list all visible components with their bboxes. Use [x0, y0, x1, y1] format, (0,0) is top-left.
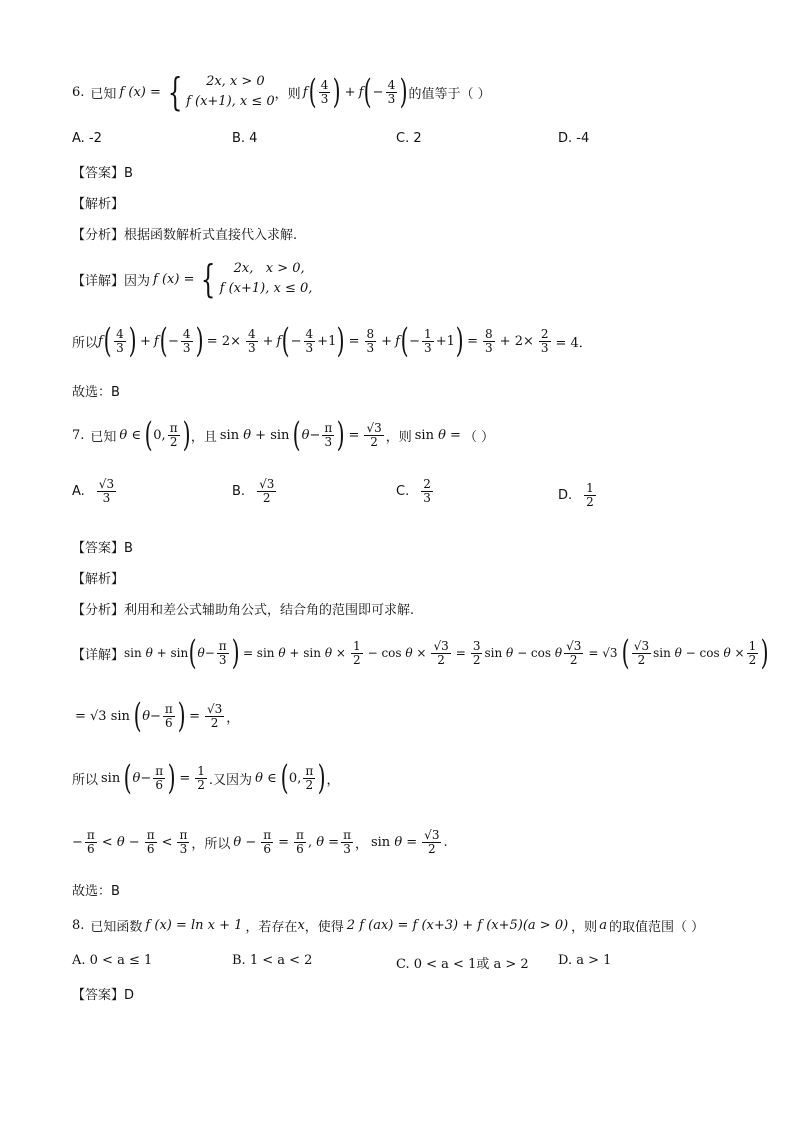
q6-stem-suffix: 的值等于（ ）: [408, 86, 491, 102]
q7-choice: 故选：B: [72, 884, 120, 899]
q8-option-a[interactable]: A. 0 < a ≤ 1: [72, 953, 153, 968]
q6-detail-case1: 2x, x > 0,: [233, 261, 305, 276]
q6-analysis-label: 【解析】: [72, 197, 125, 212]
q8-func: f (x) = ln x + 1: [145, 917, 243, 933]
q7-option-a[interactable]: A. $\frac{√3}{3}$: [72, 477, 115, 505]
q6-cases: [186, 72, 275, 112]
q6-choice: 故选：B: [72, 385, 120, 400]
q6-calc: 所以 f ( $\frac{4}{3}$ ) + f ( − $\frac{4}{3}$ ) = 2× $\frac{4}{3}$ + f ( − $\frac{4}{3}$ +1 ) = $\frac{8}{3}$ + f ( − $\frac{1}{3}$ +1 ) = $\frac{8}{3}$ + 2× $\frac{2}{3}$ = 4．: [72, 321, 592, 361]
q7-number: 7.: [72, 427, 85, 443]
q6-detail-label: 【详解】因为: [72, 273, 151, 289]
q6-stem: 6. 已知 f (x) = { 2x, x > 0 f (x+1), x ≤ 0 ，则 f ( $\frac{4}{3}$ ) + f ( − $\frac{4}{3}$ ) 的值等于（ ）: [72, 70, 491, 114]
q7-stem: 7. 已知 θ ∈ ( 0, $\frac{\pi}{2}$ ) ，且 sin θ + sin ( θ − $\frac{\pi}{3}$ ) = $\frac{√3}{2}$ ，则 sin θ = （ ）: [72, 415, 495, 455]
q7-detail-line2: = √3 sin ( θ − $\frac{\pi}{6}$ ) = $\frac{√3}{2}$ ，: [75, 696, 240, 736]
q8-answer: 【答案】D: [72, 988, 135, 1003]
q7-yinwei: .又因为: [208, 772, 253, 788]
q7-detail-line3: 所以 sin ( θ − $\frac{\pi}{6}$ ) = $\frac{1}{2}$ .又因为 θ ∈ ( 0, $\frac{\pi}{2}$ ) ，: [72, 758, 340, 798]
q8-number: 8.: [72, 917, 85, 933]
q7-so-line: 所以: [72, 772, 99, 788]
q7-option-c[interactable]: C. $\frac{2}{3}$: [396, 477, 431, 505]
q7-stem-mid2: ，则: [385, 429, 412, 445]
q7-stem-prefix: 已知: [90, 429, 117, 445]
q7-analysis-label: 【解析】: [72, 572, 125, 587]
q6-detail: 【详解】因为 f (x) = { 2x, x > 0, f (x+1), x ≤ 0,: [72, 257, 313, 301]
q7-option-d[interactable]: D. $\frac{1}{2}$: [558, 481, 594, 509]
q8-stem: 8. 已知函数 f (x) = ln x + 1 ，若存在 x ，使得 2 f (ax) = f (x+3) + f (x+5)(a > 0) ，则 a 的取值范围（ ）: [72, 917, 705, 935]
q7-fenxi: 【分析】利用和差公式辅助角公式，结合角的范围即可求解.: [72, 603, 415, 618]
q7-stem-mid: ，且: [190, 429, 217, 445]
q6-option-d[interactable]: D. -4: [558, 131, 590, 146]
q7-detail-line4: − $\frac{\pi}{6}$ < θ − $\frac{\pi}{6}$ < $\frac{\pi}{3}$ ，所以 θ − $\frac{\pi}{6}$ = $\frac{\pi}{6}$ , θ = $\frac{\pi}{3}$ ， sin θ = $\frac{√3}{2}$ .: [72, 827, 448, 856]
q6-stem-prefix: 已知: [90, 86, 117, 102]
q7-so2: ，所以: [191, 836, 231, 852]
q7-detail-label: 【详解】: [72, 647, 125, 663]
q7-detail-line1: 【详解】 sin θ + sin ( θ − $\frac{\pi}{3}$ ) = sin θ + sin θ × $\frac{1}{2}$ − cos θ × $\frac{√3}{2}$ = $\frac{3}{2}$ sin θ − cos θ $\frac{√3}{2}$ = √3 ( $\frac{√3}{2}$ sin θ − cos θ × $\frac{1}{2}$ ): [72, 633, 769, 673]
q6-fenxi: 【分析】根据函数解析式直接代入求解.: [72, 228, 298, 243]
q7-option-b[interactable]: B. $\frac{√3}{2}$: [232, 477, 275, 505]
q8-stem-text: 已知函数: [90, 919, 143, 935]
q6-case1: 2x, x > 0: [206, 74, 265, 89]
q6-case2: f (x+1), x ≤ 0: [186, 94, 275, 109]
q7-stem-suffix: （ ）: [463, 429, 495, 445]
q8-option-c[interactable]: C. 0 < a < 1或 a > 2: [396, 957, 529, 972]
q6-result: = 4．: [555, 335, 592, 351]
q8-option-b[interactable]: B. 1 < a < 2: [232, 953, 313, 968]
q8-option-d[interactable]: D. a > 1: [558, 953, 612, 968]
q6-stem-mid: ，则: [274, 86, 301, 102]
q6-answer: 【答案】B: [72, 166, 133, 181]
q6-option-a[interactable]: A. -2: [72, 131, 102, 146]
q6-number: 6.: [72, 84, 85, 100]
q8-equation: 2 f (ax) = f (x+3) + f (x+5)(a > 0): [346, 917, 569, 933]
q6-detail-case2: f (x+1), x ≤ 0,: [219, 281, 313, 296]
q6-option-b[interactable]: B. 4: [232, 131, 258, 146]
q6-option-c[interactable]: C. 2: [396, 131, 422, 146]
q7-answer: 【答案】B: [72, 541, 133, 556]
q6-so: 所以: [72, 335, 99, 351]
